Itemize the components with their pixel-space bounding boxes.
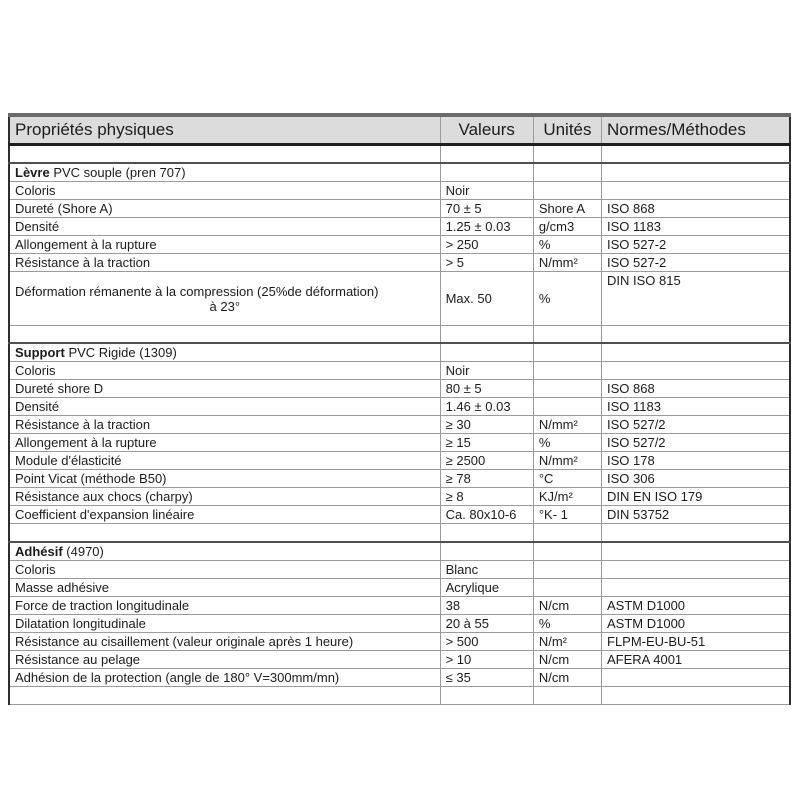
section-title-bold: Lèvre — [15, 164, 50, 180]
property-norm: DIN 53752 — [602, 506, 791, 524]
property-label: Résistance au pelage — [9, 650, 440, 668]
property-label-empty — [9, 325, 440, 343]
section-title-bold: Adhésif — [15, 543, 63, 559]
section-row — [9, 163, 790, 182]
property-label: Force de traction longitudinale — [9, 596, 440, 614]
property-norm — [602, 362, 791, 380]
data-row — [9, 362, 790, 380]
property-unit: N/mm² — [533, 253, 601, 271]
spacer — [9, 145, 790, 163]
property-label: Coefficient d'expansion linéaire — [9, 506, 440, 524]
property-unit: g/cm3 — [533, 217, 601, 235]
header-valeurs: Valeurs — [440, 115, 533, 145]
data-row — [9, 271, 790, 325]
property-label: Densité — [9, 398, 440, 416]
property-norm: ISO 527-2 — [602, 253, 791, 271]
data-row — [9, 470, 790, 488]
property-norm — [602, 560, 791, 578]
property-unit — [533, 380, 601, 398]
property-norm-empty — [602, 163, 791, 182]
property-norm: ISO 178 — [602, 452, 791, 470]
property-value-empty — [440, 343, 533, 362]
property-value: > 250 — [440, 235, 533, 253]
property-norm: AFERA 4001 — [602, 650, 791, 668]
property-label: Allongement à la rupture — [9, 434, 440, 452]
property-label: Dureté shore D — [9, 380, 440, 398]
section-title — [9, 163, 440, 182]
property-value-empty — [440, 686, 533, 704]
property-label: Résistance aux chocs (charpy) — [9, 488, 440, 506]
data-row — [9, 199, 790, 217]
property-value-empty — [440, 163, 533, 182]
property-value: 1.46 ± 0.03 — [440, 398, 533, 416]
property-unit — [533, 362, 601, 380]
property-label: Adhésion de la protection (angle de 180° V=300mm/mn) — [9, 668, 440, 686]
property-value: > 5 — [440, 253, 533, 271]
property-norm-empty — [602, 686, 791, 704]
property-unit: °C — [533, 470, 601, 488]
property-label: Allongement à la rupture — [9, 235, 440, 253]
property-unit-empty — [533, 686, 601, 704]
property-label: Résistance au cisaillement (valeur originale après 1 heure) — [9, 632, 440, 650]
property-unit: % — [533, 235, 601, 253]
data-row — [9, 488, 790, 506]
property-unit: N/cm — [533, 596, 601, 614]
property-unit: N/cm — [533, 668, 601, 686]
property-norm — [602, 181, 791, 199]
section-row — [9, 343, 790, 362]
section-title-rest: PVC Rigide (1309) — [64, 345, 177, 360]
property-norm: ISO 1183 — [602, 398, 791, 416]
property-unit: N/mm² — [533, 452, 601, 470]
data-row — [9, 560, 790, 578]
property-unit: % — [533, 434, 601, 452]
property-value: > 500 — [440, 632, 533, 650]
property-norm-empty — [602, 145, 791, 163]
data-row — [9, 668, 790, 686]
section-title-rest: (4970) — [62, 543, 104, 559]
property-norm: DIN EN ISO 179 — [602, 488, 791, 506]
property-norm-empty — [602, 343, 791, 362]
data-row — [9, 452, 790, 470]
property-value: Acrylique — [440, 578, 533, 596]
section-row — [9, 542, 790, 561]
data-row — [9, 632, 790, 650]
property-norm-empty — [602, 524, 791, 542]
header-normes-methodes: Normes/Méthodes — [602, 115, 791, 145]
property-label-line1: Déformation rémanente à la compression (25%de déformation) — [15, 283, 379, 299]
section-title — [9, 343, 440, 362]
property-label-empty — [9, 145, 440, 163]
property-label: Résistance à la traction — [9, 253, 440, 271]
property-value-empty — [440, 325, 533, 343]
data-row — [9, 398, 790, 416]
property-value: > 10 — [440, 650, 533, 668]
property-norm-empty — [602, 542, 791, 561]
property-unit: KJ/m² — [533, 488, 601, 506]
property-unit: N/mm² — [533, 416, 601, 434]
property-label: Dureté (Shore A) — [9, 199, 440, 217]
property-unit-empty — [533, 343, 601, 362]
property-value-empty — [440, 145, 533, 163]
data-row — [9, 416, 790, 434]
property-label-empty — [9, 686, 440, 704]
property-norm: ISO 527/2 — [602, 416, 791, 434]
data-row — [9, 235, 790, 253]
property-norm: ISO 527/2 — [602, 434, 791, 452]
property-label: Point Vicat (méthode B50) — [9, 470, 440, 488]
property-label: Masse adhésive — [9, 578, 440, 596]
property-value: ≤ 35 — [440, 668, 533, 686]
property-unit: % — [533, 614, 601, 632]
property-norm: ISO 306 — [602, 470, 791, 488]
property-unit: Shore A — [533, 199, 601, 217]
property-norm: ISO 1183 — [602, 217, 791, 235]
property-value: ≥ 15 — [440, 434, 533, 452]
property-value: 70 ± 5 — [440, 199, 533, 217]
property-label: Résistance à la traction — [9, 416, 440, 434]
data-row — [9, 506, 790, 524]
property-unit: N/m² — [533, 632, 601, 650]
section-title-rest: PVC souple (pren 707) — [49, 164, 186, 180]
property-value-empty — [440, 524, 533, 542]
data-row — [9, 253, 790, 271]
property-label-line2: à 23° — [209, 298, 241, 314]
property-norm: ASTM D1000 — [602, 596, 791, 614]
property-norm: ISO 527-2 — [602, 235, 791, 253]
property-unit-empty — [533, 325, 601, 343]
property-norm: ASTM D1000 — [602, 614, 791, 632]
property-unit — [533, 578, 601, 596]
property-unit: % — [533, 271, 601, 325]
property-value: ≥ 2500 — [440, 452, 533, 470]
data-row — [9, 217, 790, 235]
property-label: Module d'élasticité — [9, 452, 440, 470]
property-norm-empty — [602, 325, 791, 343]
property-value: 1.25 ± 0.03 — [440, 217, 533, 235]
property-unit — [533, 181, 601, 199]
spacer — [9, 524, 790, 542]
data-row — [9, 380, 790, 398]
table-body — [9, 145, 790, 705]
property-label: Coloris — [9, 181, 440, 199]
property-label: Densité — [9, 217, 440, 235]
data-row — [9, 434, 790, 452]
data-row — [9, 181, 790, 199]
property-norm — [602, 578, 791, 596]
properties-table — [8, 113, 791, 705]
property-norm: FLPM-EU-BU-51 — [602, 632, 791, 650]
property-norm — [602, 668, 791, 686]
property-unit: N/cm — [533, 650, 601, 668]
property-value: Noir — [440, 181, 533, 199]
property-value: Noir — [440, 362, 533, 380]
property-unit-empty — [533, 542, 601, 561]
property-norm: ISO 868 — [602, 199, 791, 217]
property-value: ≥ 8 — [440, 488, 533, 506]
property-value: 20 à 55 — [440, 614, 533, 632]
property-value: Max. 50 — [440, 271, 533, 325]
property-value: Ca. 80x10-6 — [440, 506, 533, 524]
property-value: 80 ± 5 — [440, 380, 533, 398]
property-norm: DIN ISO 815 — [602, 271, 791, 325]
property-label: Coloris — [9, 560, 440, 578]
property-unit-empty — [533, 524, 601, 542]
property-unit — [533, 560, 601, 578]
section-title — [9, 542, 440, 561]
property-value: Blanc — [440, 560, 533, 578]
section-title-bold: Support — [15, 345, 65, 360]
property-label — [9, 271, 440, 325]
property-value: ≥ 30 — [440, 416, 533, 434]
spacer — [9, 325, 790, 343]
property-unit — [533, 398, 601, 416]
property-value: 38 — [440, 596, 533, 614]
data-row — [9, 578, 790, 596]
property-unit-empty — [533, 145, 601, 163]
spacer — [9, 686, 790, 704]
header-unites: Unités — [533, 115, 601, 145]
property-unit-empty — [533, 163, 601, 182]
data-row — [9, 650, 790, 668]
property-label: Dilatation longitudinale — [9, 614, 440, 632]
data-row — [9, 614, 790, 632]
table-header-row — [9, 115, 790, 145]
data-row — [9, 596, 790, 614]
property-value-empty — [440, 542, 533, 561]
header-proprietes-physiques: Propriétés physiques — [9, 115, 440, 145]
property-unit: °K- 1 — [533, 506, 601, 524]
property-label: Coloris — [9, 362, 440, 380]
property-value: ≥ 78 — [440, 470, 533, 488]
property-label-empty — [9, 524, 440, 542]
property-norm: ISO 868 — [602, 380, 791, 398]
